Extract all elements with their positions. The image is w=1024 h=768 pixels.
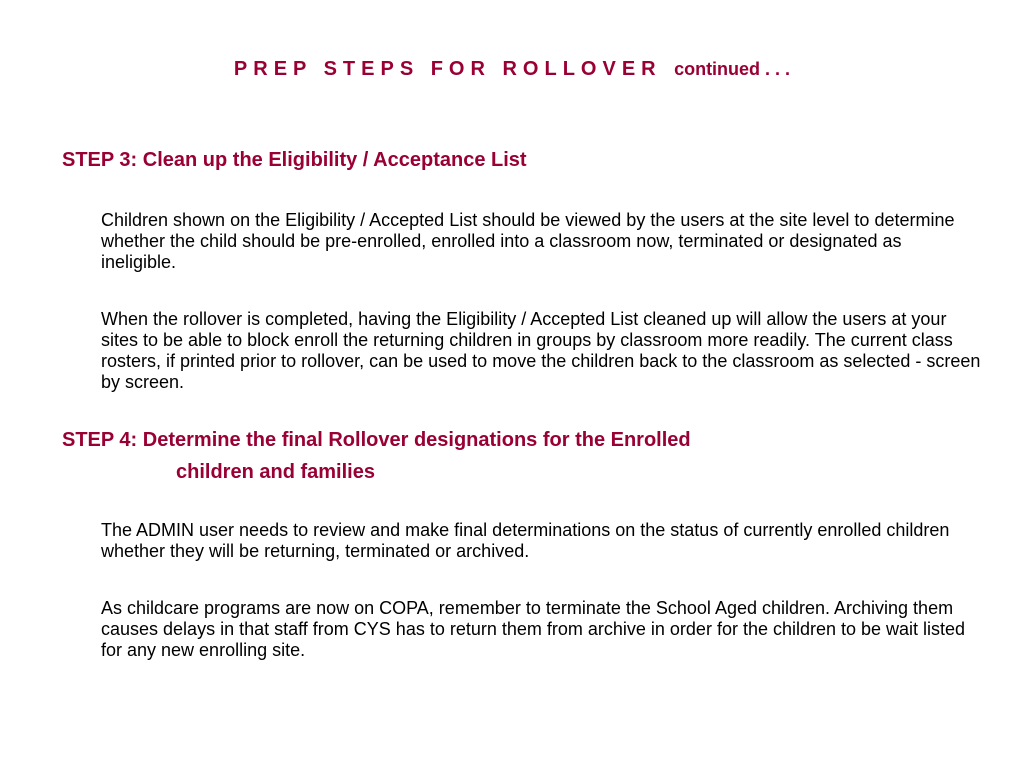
slide-title bbox=[0, 58, 1024, 81]
step-4-paragraph-1: The ADMIN user needs to review and make final determinations on the status of currently enrolled children whether they will be returning, terminated or archived. bbox=[101, 520, 950, 561]
step-4-heading bbox=[62, 424, 691, 488]
slide-title-continued: continued . . . bbox=[674, 59, 791, 79]
step-4-heading-line-1: STEP 4: Determine the final Rollover designations for the Enrolled bbox=[62, 429, 691, 451]
step-4-heading-line-2: children and families bbox=[176, 461, 375, 483]
step-3-paragraph-1: Children shown on the Eligibility / Accepted List should be viewed by the users at the site level to determine whether the child should be pre-enrolled, enrolled into a classroom now, terminated or designated as ineligible. bbox=[101, 210, 955, 272]
step-4-paragraph-2: As childcare programs are now on COPA, remember to terminate the School Aged children. Archiving them causes delays in that staff from CYS has to return them from archive in order for the children to be wait listed for any new enrolling site. bbox=[101, 598, 966, 660]
step-3-paragraph-2: When the rollover is completed, having the Eligibility / Accepted List cleaned up will allow the users at your sites to be able to block enroll the returning children in groups by classroom more readily. The current class rosters, if printed prior to rollover, can be used to move the children back to the classroom as selected - screen by screen. bbox=[101, 309, 981, 392]
step-3-heading: STEP 3: Clean up the Eligibility / Acceptance List bbox=[62, 149, 527, 171]
slide-title-main: PREP STEPS FOR ROLLOVER bbox=[233, 58, 662, 80]
